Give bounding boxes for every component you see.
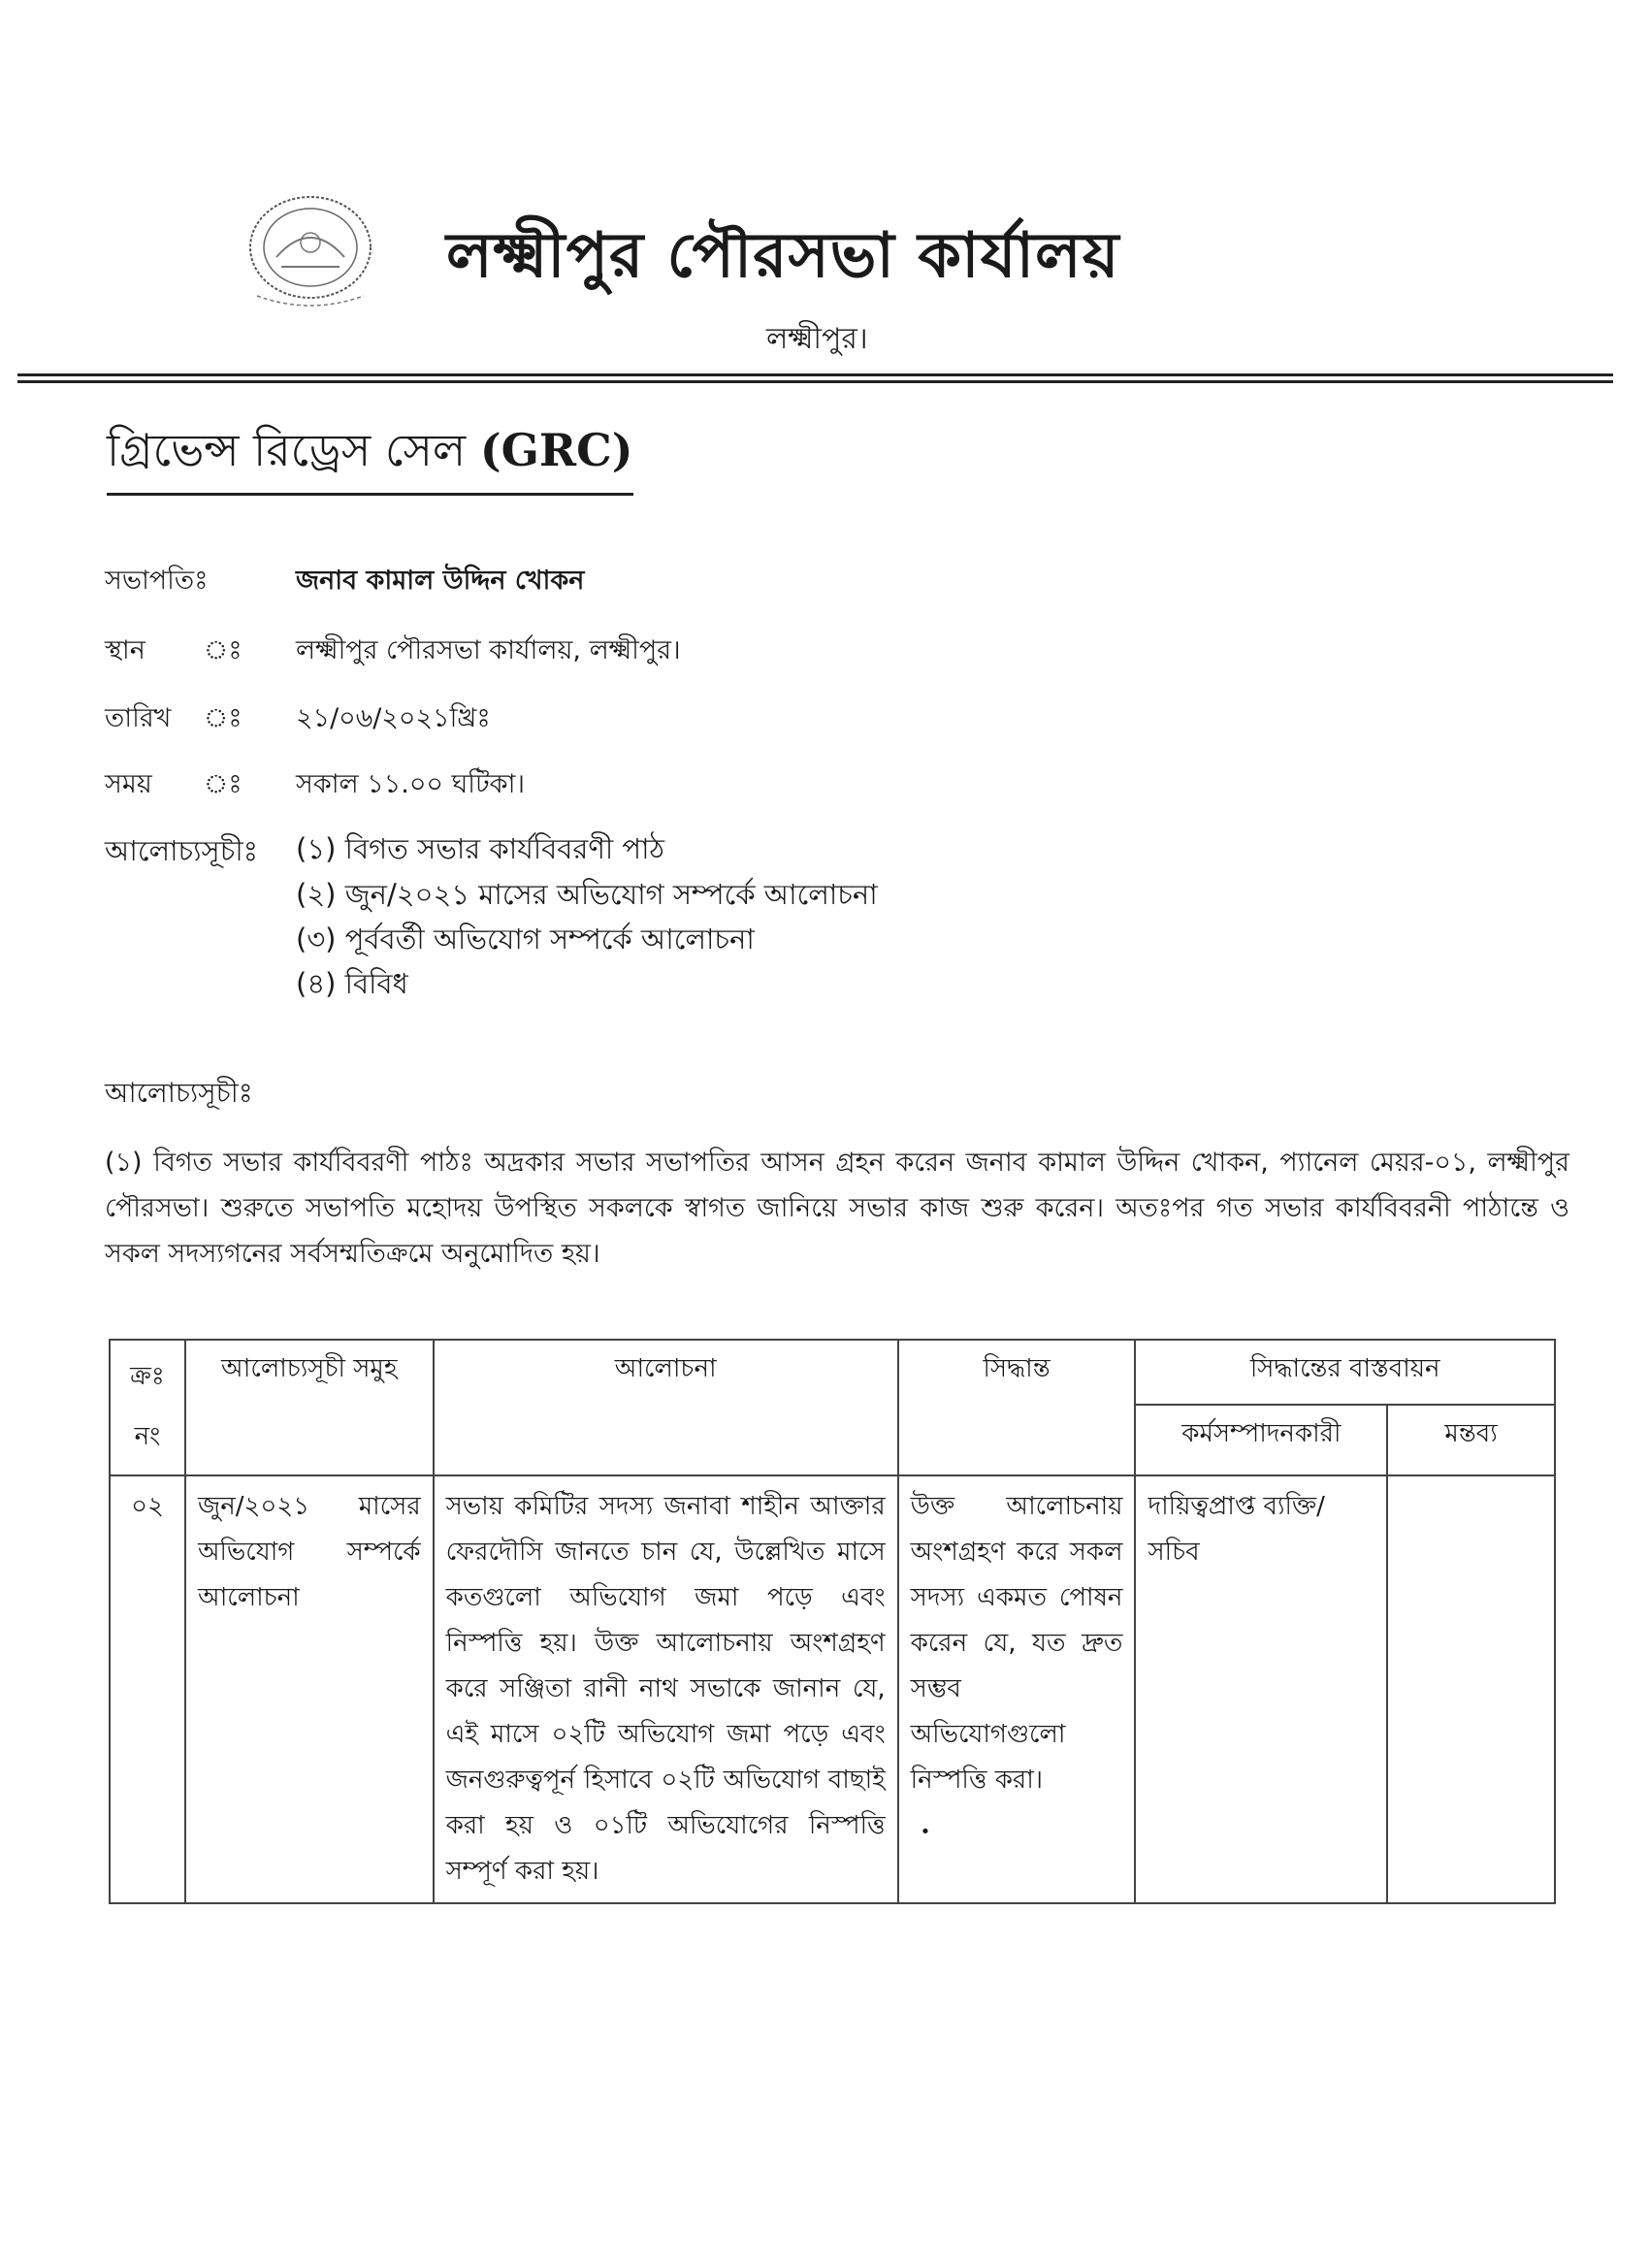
table-header-row	[110, 1340, 1555, 1405]
header-serial-top: ক্রঃ	[130, 1362, 165, 1391]
header-serial-bottom: নং	[134, 1422, 161, 1451]
agenda-item: (৩) পূর্ববর্তী অভিযোগ সম্পর্কে আলোচনা	[296, 923, 755, 956]
place-colon: ঃ	[204, 635, 242, 665]
header-discussion: আলোচনা	[434, 1340, 898, 1475]
row-executor	[1135, 1475, 1387, 1903]
grc-title-bn: গ্রিভেন্স রিড্রেস সেল	[107, 424, 467, 476]
place-label: স্থান	[105, 635, 146, 665]
header-executor: কর্মসম্পাদনকারী	[1135, 1405, 1387, 1475]
row-remarks	[1387, 1475, 1555, 1903]
header-implementation: সিদ্ধান্তের বাস্তবায়ন	[1135, 1340, 1555, 1405]
time-label: সময়	[105, 769, 152, 799]
date-label: তারিখ	[105, 703, 172, 733]
chair-value: জনাব কামাল উদ্দিন খোকন	[296, 566, 585, 596]
discussion-paragraph: (১) বিগত সভার কার্যবিবরণী পাঠঃ অদ্রকার সভার সভাপতির আসন গ্রহন করেন জনাব কামাল উদ্দিন খোকন, প্যানেল মেয়র-০১, লক্ষ্মীপুর পৌরসভা। শুরুতে সভাপতি মহোদয় উপস্থিত সকলকে স্বাগত জানিয়ে সভার কাজ শুরু করেন। অতঃপর গত সভার কার্যবিবরনী পাঠান্তে ও সকল সদস্যগনের সর্বসম্মতিক্রমে অনুমোদিত হয়।	[105, 1148, 1569, 1269]
grc-title	[107, 417, 633, 496]
time-value: সকাল ১১.০০ ঘটিকা।	[296, 769, 526, 799]
minutes-table	[109, 1339, 1556, 1904]
date-colon: ঃ	[204, 703, 242, 733]
chair-label: সভাপতিঃ	[105, 566, 209, 596]
municipal-seal-icon	[218, 189, 403, 320]
agenda-item: (৪) বিবিধ	[296, 967, 408, 1000]
row-serial: ০২	[110, 1475, 185, 1903]
table-row	[110, 1475, 1555, 1903]
row-decision-mark: •	[920, 1822, 931, 1842]
place-value: লক্ষ্মীপুর পৌরসভা কার্যালয়, লক্ষ্মীপুর।	[296, 635, 681, 665]
office-subtitle: লক্ষ্মীপুর।	[766, 322, 868, 356]
row-executor-line1: দায়িত্বপ্রাপ্ত ব্যক্তি/	[1148, 1492, 1325, 1521]
row-decision	[898, 1475, 1136, 1903]
header-agenda: আলোচ্যসূচী সমুহ	[185, 1340, 434, 1475]
agenda-label: আলোচ্যসূচীঃ	[105, 834, 259, 867]
row-decision-text: উক্ত আলোচনায় অংশগ্রহণ করে সকল সদস্য একমত পোষন করেন যে, যত দ্রুত সম্ভব অভিযোগগুলো নিস্পত্তি করা।	[910, 1492, 1123, 1795]
header-rule-top	[17, 373, 1613, 376]
row-agenda: জুন/২০২১ মাসের অভিযোগ সম্পর্কে আলোচনা	[185, 1475, 434, 1903]
time-colon: ঃ	[204, 769, 242, 799]
header-decision: সিদ্ধান্ত	[898, 1340, 1136, 1475]
header-serial	[110, 1340, 185, 1475]
header-remarks: মন্তব্য	[1387, 1405, 1555, 1475]
date-value: ২১/০৬/২০২১খ্রিঃ	[296, 703, 491, 733]
header-rule-bottom	[17, 380, 1613, 383]
grc-title-en: (GRC)	[479, 424, 633, 476]
office-title: লক্ষ্মীপুর পৌরসভা কার্যালয়	[446, 220, 1120, 292]
row-discussion: সভায় কমিটির সদস্য জনাবা শাহীন আক্তার ফেরদৌসি জানতে চান যে, উল্লেখিত মাসে কতগুলো অভিযোগ জমা পড়ে এবং নিস্পত্তি হয়। উক্ত আলোচনায় অংশগ্রহণ করে সঞ্জিতা রানী নাথ সভাকে জানান যে, এই মাসে ০২টি অভিযোগ জমা পড়ে এবং জনগুরুত্বপূর্ন হিসাবে ০২টি অভিযোগ বাছাই করা হয় ও ০১টি অভিযোগের নিস্পত্তি সম্পূর্ণ করা হয়।	[434, 1475, 898, 1903]
agenda-item: (১) বিগত সভার কার্যবিবরণী পাঠ	[296, 832, 665, 865]
row-executor-line2: সচিব	[1148, 1538, 1200, 1567]
discussion-heading: আলোচ্যসূচীঃ	[105, 1077, 253, 1109]
agenda-item: (২) জুন/২০২১ মাসের অভিযোগ সম্পর্কে আলোচনা	[296, 878, 878, 911]
